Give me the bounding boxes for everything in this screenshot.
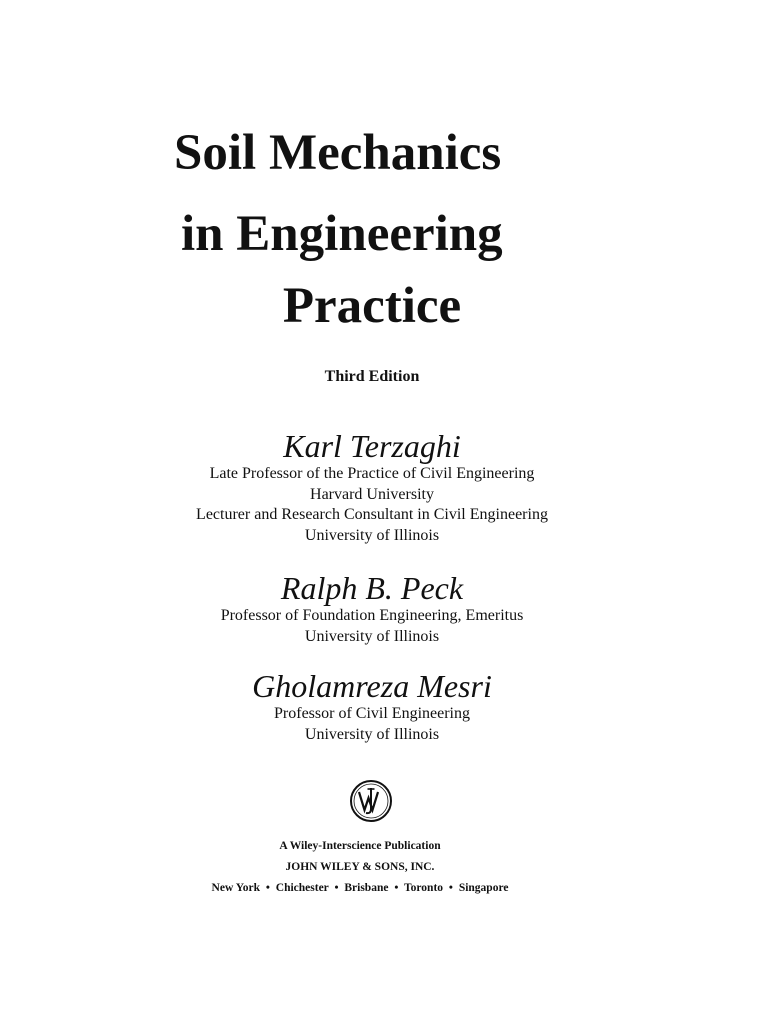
author-affiliation: University of Illinois — [304, 627, 440, 645]
book-title-line-1: Soil Mechanics — [174, 125, 502, 181]
wiley-logo-icon — [349, 779, 393, 823]
author-block-terzaghi — [0, 428, 744, 546]
publisher-name: JOHN WILEY & SONS, INC. — [285, 861, 435, 873]
author-block-peck — [0, 570, 744, 647]
city: Toronto — [404, 882, 444, 894]
city-separator: • — [394, 882, 399, 894]
author-block-mesri — [0, 668, 744, 745]
city-separator: • — [334, 882, 339, 894]
city-separator: • — [265, 882, 270, 894]
author-name: Karl Terzaghi — [283, 428, 461, 464]
author-affiliation: Professor of Civil Engineering — [274, 705, 470, 722]
author-name: Gholamreza Mesri — [252, 668, 492, 704]
author-affiliation: Late Professor of the Practice of Civil Engineering — [209, 465, 535, 482]
imprint-line: A Wiley-Interscience Publication — [279, 840, 441, 852]
city-separator: • — [448, 882, 453, 894]
author-affiliation: Lecturer and Research Consultant in Civil Engineering — [196, 506, 548, 523]
city: Brisbane — [344, 882, 389, 894]
city: New York — [211, 882, 260, 894]
author-name: Ralph B. Peck — [280, 570, 464, 606]
author-affiliation: Harvard University — [310, 485, 434, 503]
author-affiliation: University of Illinois — [304, 526, 440, 544]
publisher-block — [0, 836, 720, 899]
author-affiliation: University of Illinois — [304, 725, 440, 743]
publisher-cities — [0, 878, 720, 899]
book-title-line-3: Practice — [282, 278, 462, 334]
author-affiliation: Professor of Foundation Engineering, Emeritus — [220, 607, 524, 624]
edition-label: Third Edition — [324, 368, 420, 385]
book-title-line-2: in Engineering — [181, 206, 503, 262]
city: Singapore — [458, 882, 509, 894]
city: Chichester — [275, 882, 329, 894]
